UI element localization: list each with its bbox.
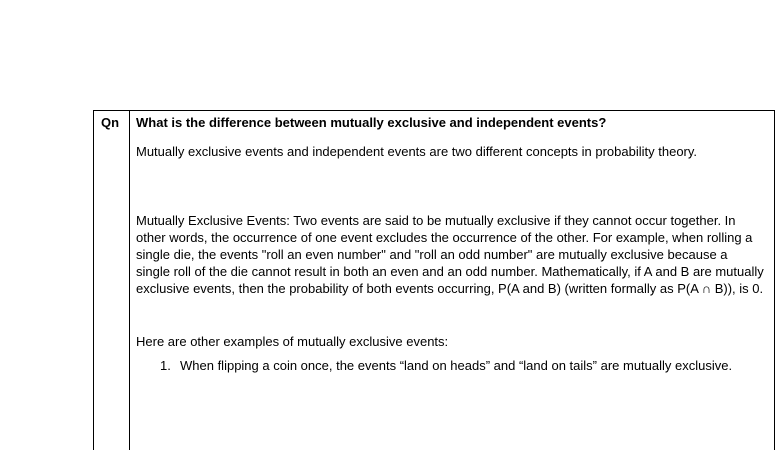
qa-table <box>93 110 775 450</box>
answer-column <box>130 111 774 450</box>
intro-paragraph: Mutually exclusive events and independent events are two different concepts in probability theory. <box>136 144 698 159</box>
list-item <box>136 357 764 374</box>
question-label: Qn <box>101 115 120 130</box>
list-item-text: When flipping a coin once, the events “land on heads” and “land on tails” are mutually exclusive. <box>180 358 733 373</box>
examples-intro: Here are other examples of mutually exclusive events: <box>136 334 449 349</box>
examples-list <box>136 357 764 374</box>
mutually-exclusive-paragraph: Mutually Exclusive Events: Two events are said to be mutually exclusive if they cannot occur together. In other words, the occurrence of one event excludes the occurrence of the other. For example, when rolling a single die, the events "roll an even number" and "roll an odd number" are mutually exclusive because a single roll of the die cannot result in both an even and an odd number. Mathematically, if A and B are mutually exclusive events, then the probability of both events occurring, P(A and B) (written formally as P(A ∩ B)), is 0. <box>136 213 764 296</box>
label-column <box>94 111 130 450</box>
list-item-number: 1. <box>160 358 171 373</box>
question-heading: What is the difference between mutually exclusive and independent events? <box>136 115 607 130</box>
